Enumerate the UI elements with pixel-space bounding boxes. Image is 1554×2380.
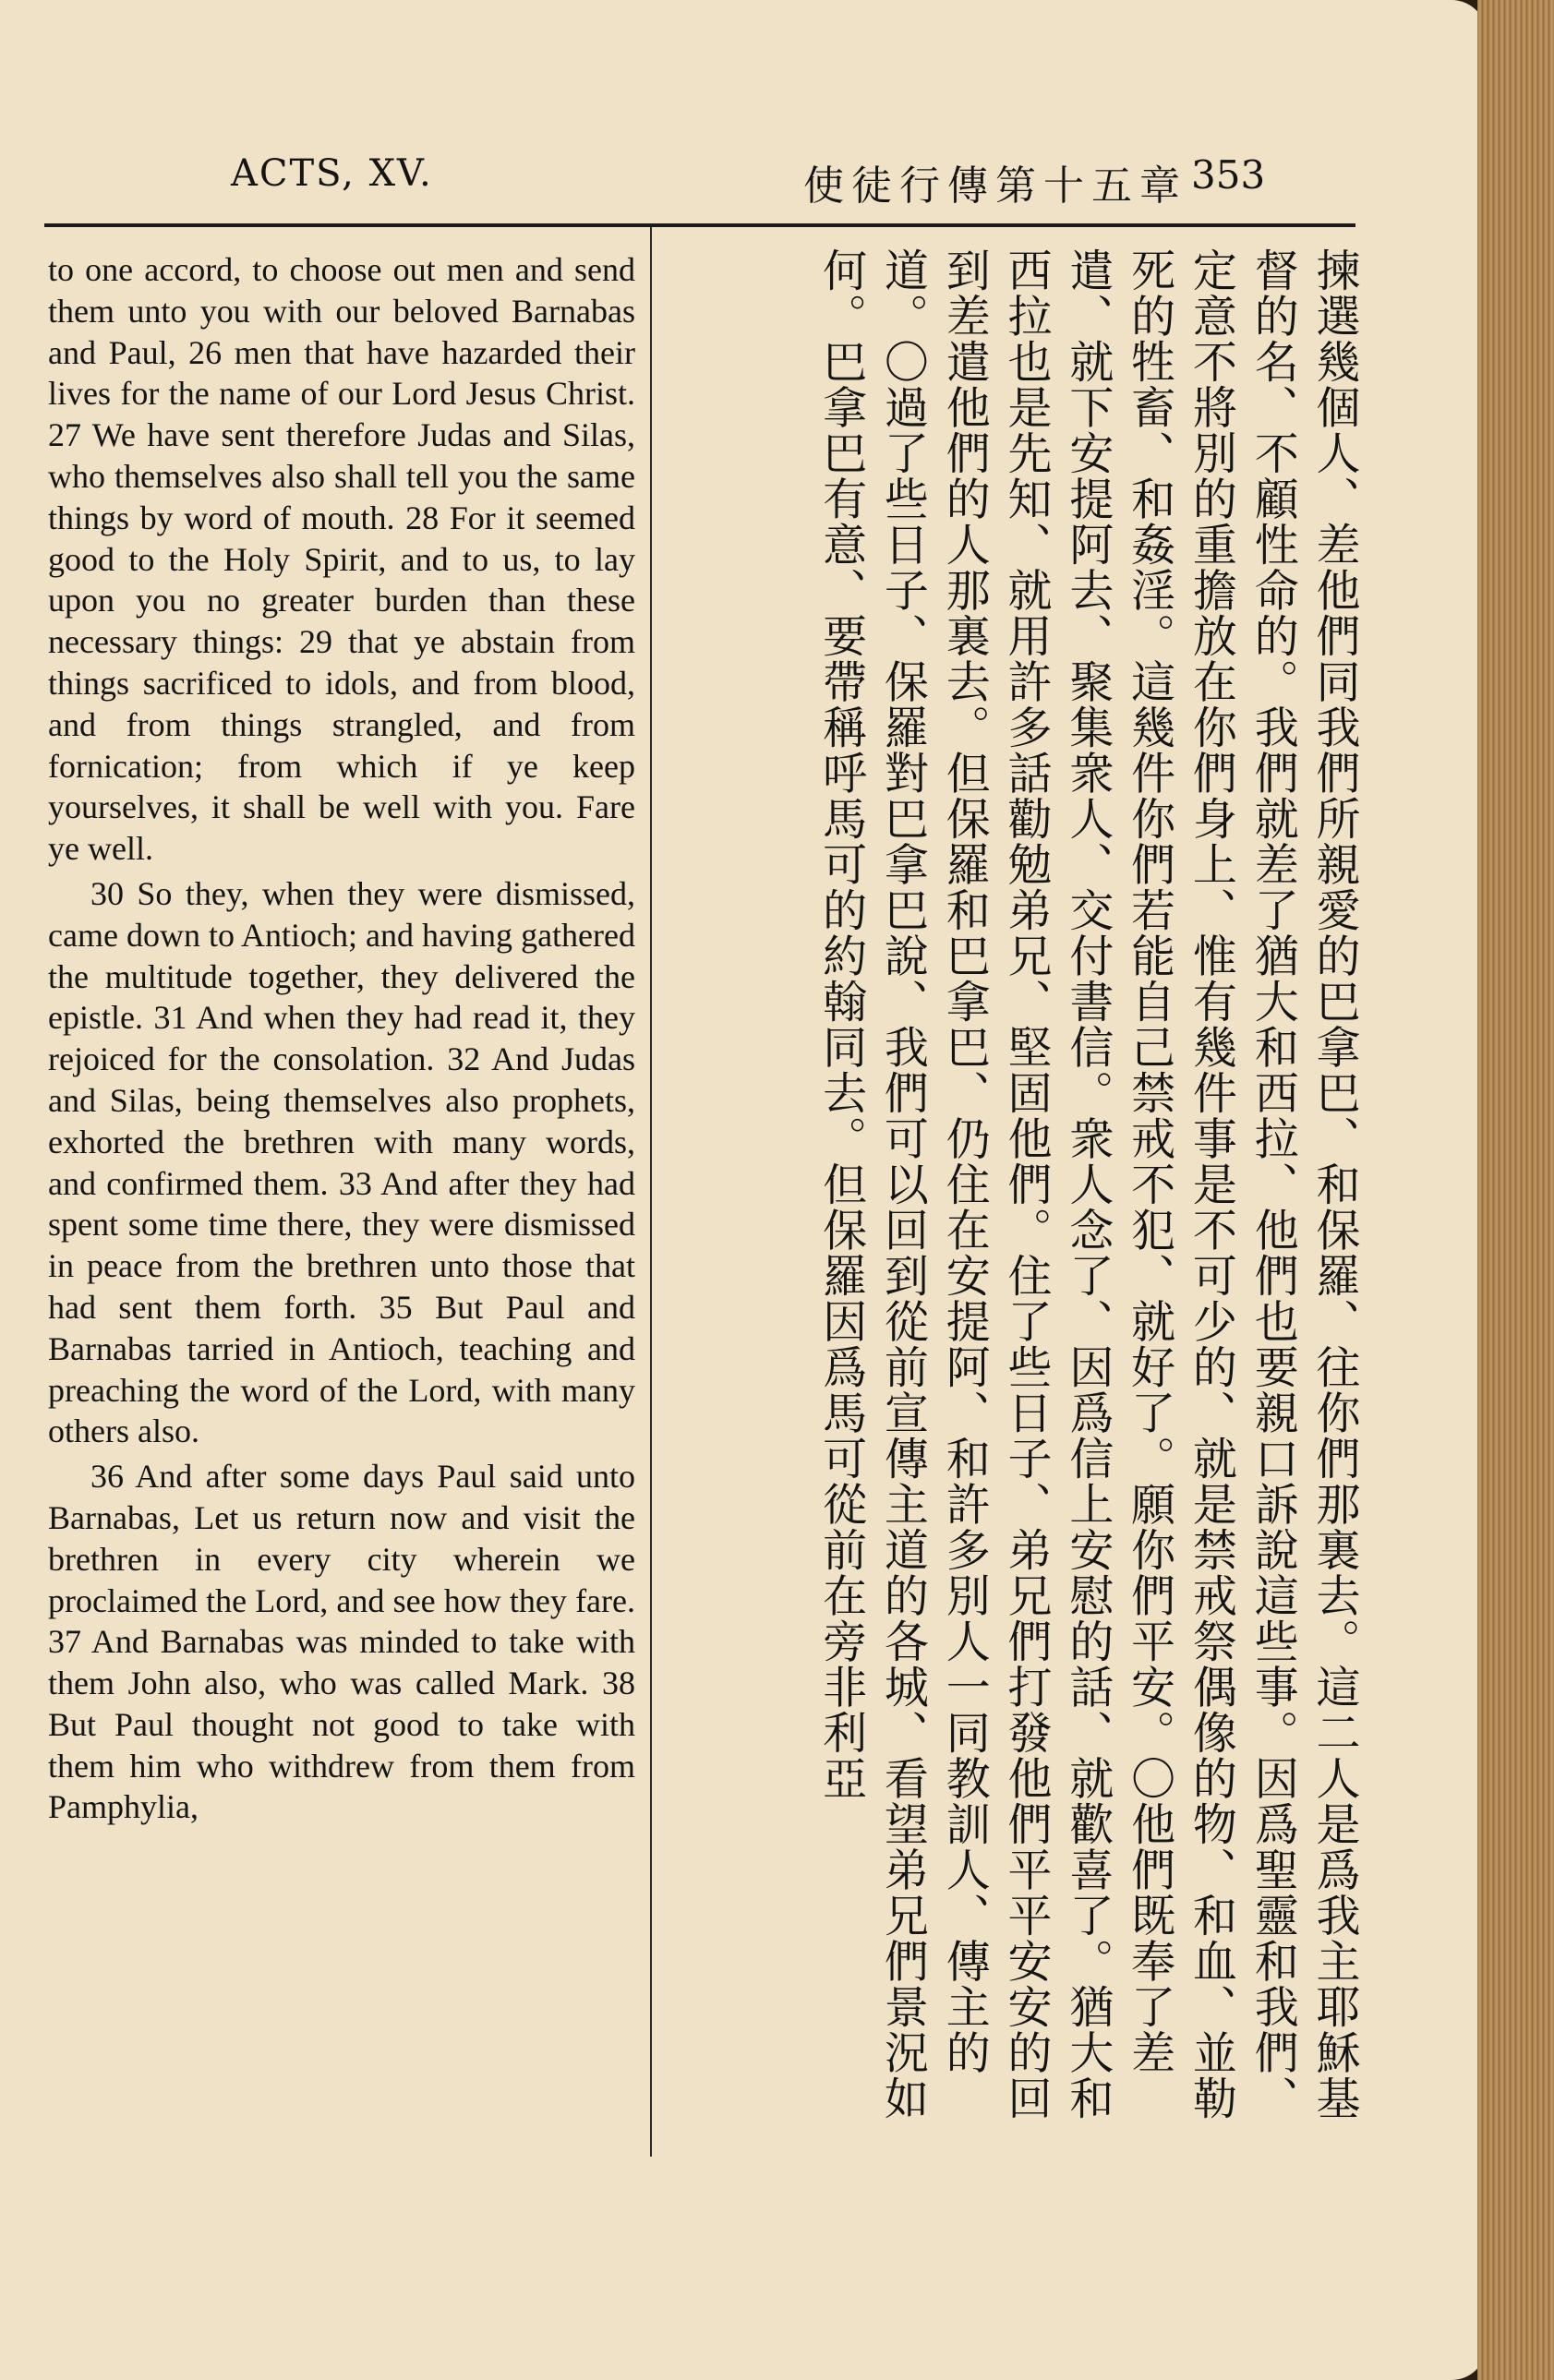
english-paragraph: to one accord, to choose out men and send them unto you with our beloved Barnabas and Paul, 26 men that have hazarded their lives for the name of our Lord Jesus Christ. 27 We have sent therefore Judas and Silas, who themselves also shall tell you the same things by word of mouth. 28 For it seemed good to the Holy Spirit, and to us, to lay upon you no greater burden than these necessary things: 29 that ye abstain from things sacrificed to idols, and from blood, and from things strangled, and from fornication; from which if ye keep yourselves, it shall be well with you. Fare ye well. [48, 251, 635, 868]
english-paragraph: 30 So they, when they were dismissed, came down to Antioch; and having gathered the multitude together, they delivered the epistle. 31 And when they had read it, they rejoiced for the consolation. 32 And Judas and Silas, being themselves also prophets, exhorted the brethren with many words, and confirmed them. 33 And after they had spent some time there, they were dismissed in peace from the brethren unto those that had sent them forth. 35 But Paul and Barnabas tarried in Antioch, teaching and preaching the word of the Lord, with many others also. [48, 874, 635, 1450]
chinese-column: 揀選幾個人、差他們同我們所親愛的巴拿巴、和保羅、往你們那裏去。這二人是爲我主耶穌基督的名、不顧性命的。我們就差了猶大和西拉、他們也要親口訴說這些事。因爲聖靈和我們、定意不將別的重擔放在你們身上、惟有幾件事是不可少的、就是禁戒祭偶像的物、和血、並勒死的牲畜、和姦淫。這幾件你們若能自己禁戒不犯、就好了。願你們平安。〇他們既奉了差遣、就下安提阿去、聚集衆人、交付書信。衆人念了、因爲信上安慰的話、就歡喜了。猶大和西拉也是先知、就用許多話勸勉弟兄、堅固他們。住了些日子、弟兄們打發他們平平安安的回到差遣他們的人那裏去。但保羅和巴拿巴、仍住在安提阿、和許多別人一同教訓人、傳主的道。〇過了些日子、保羅對巴拿巴說、我們可以回到從前宣傳主道的各城、看望弟兄們景況如何。巴拿巴有意、要帶稱呼馬可的約翰同去。但保羅因爲馬可從前在旁非利亞 [814, 247, 1360, 2122]
header-rule [44, 223, 1355, 227]
english-paragraph: 36 And after some days Paul said unto Barnabas, Let us return now and visit the brethren in every city wherein we proclaimed the Lord, and see how they fare. 37 And Barnabas was minded to take with them John also, who was called Mark. 38 But Paul thought not good to take with them him who withdrew from them from Pamphylia, [48, 1458, 635, 1826]
book-page-edge [1477, 0, 1554, 2380]
column-divider [650, 227, 652, 2157]
page-header [0, 152, 1487, 217]
running-head-chinese: 使徒行傳第十五章 [803, 162, 1187, 210]
page-number: 353 [1191, 152, 1266, 198]
running-head-english: ACTS, XV. [231, 152, 433, 195]
english-column [48, 249, 635, 1828]
